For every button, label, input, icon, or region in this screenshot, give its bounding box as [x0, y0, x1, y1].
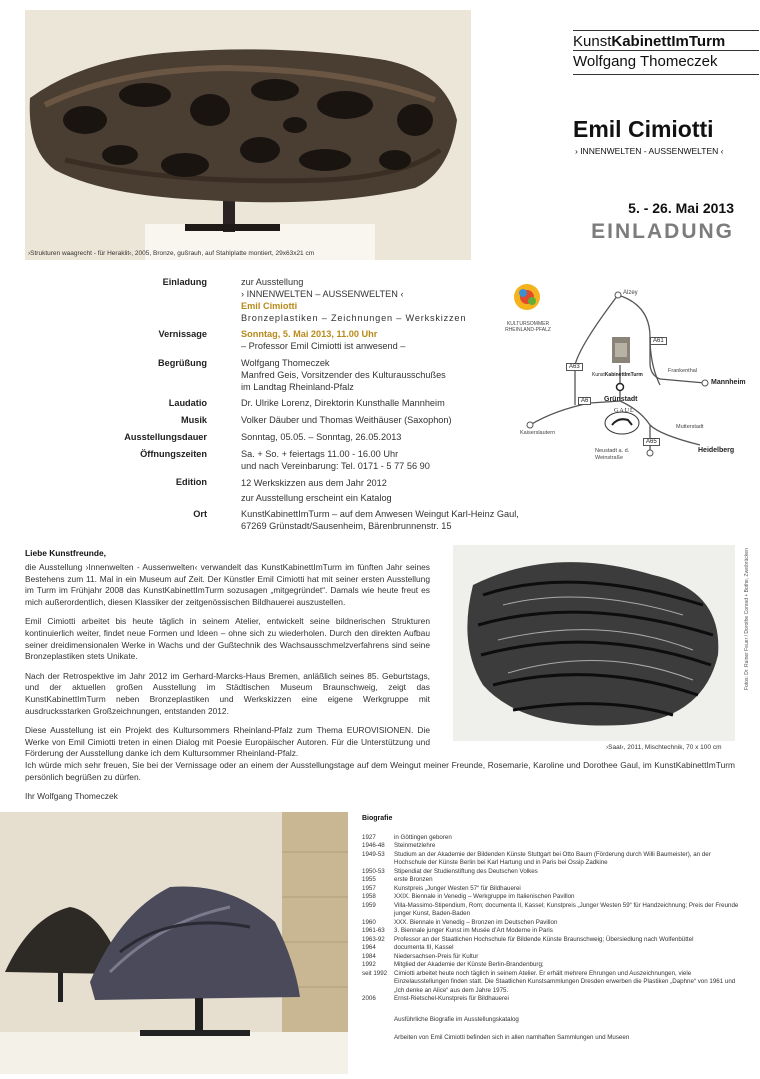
- map-label-mutterstadt: Mutterstadt: [676, 424, 704, 430]
- bio-text: erste Bronzen: [394, 876, 433, 883]
- map-label-neustadt: [595, 448, 629, 462]
- bio-year: 1949-53: [362, 850, 385, 858]
- sculpture-illustration: [25, 10, 471, 260]
- brand-name: [573, 30, 759, 50]
- bio-footer-collections: Arbeiten von Emil Cimiotti befinden sich in allen namhaften Sammlungen und Museen: [394, 1034, 630, 1041]
- bio-text: documenta III, Kassel: [394, 944, 454, 951]
- bio-text: Mitglied der Akademie der Künste Berlin-Brandenburg;: [394, 961, 544, 968]
- letter-paragraph: Nach der Retrospektive im Jahr 2012 im Gerhard-Marcks-Haus Bremen, anläßlich seines 85. Geburtstags, und der aktuellen großen Ausstellung im Städtischen Museum Braunschweig, zeigt das KunstKabinettImTurm neben Bronzeplastiken und Werkskizzen eine eigene Werkgruppe mit ausdrucksstarken Großzeichnungen, entstanden 2012.: [25, 670, 430, 716]
- info-line: 67269 Grünstadt/Sausenheim, Bärenbrunnenstr. 15: [241, 521, 452, 531]
- letter-paragraph: die Ausstellung ›Innenwelten - Aussenwelten‹ verwandelt das KunstKabinettImTurm im fünften Jahr seines Bestehens zum 11. Mal in ein Museum auf Zeit. Der Künstler Emil Cimiotti hat mit seiner ersten Ausstellung im Turm im Frühjahr 2008 das KunstKabinettImTurm sozusagen „mitgegründet“. Damals wie heute freut es mich außerordentlich, diesen Klassiker der zeitgenössischen Bildhauerei auszustellen.: [25, 562, 430, 607]
- neustadt-line: Weinstraße: [595, 455, 624, 461]
- info-line: Manfred Geis, Vorsitzender des Kulturausschußes: [241, 370, 446, 380]
- bio-year: 1964: [362, 944, 376, 951]
- bio-entry: [362, 876, 742, 885]
- bio-year: 2006: [362, 995, 376, 1002]
- bio-entry: [362, 834, 742, 843]
- info-line: › INNENWELTEN – AUSSENWELTEN ‹: [241, 289, 404, 299]
- info-line: Bronzeplastiken – Zeichnungen – Werkskizzen: [241, 313, 467, 323]
- info-line: 12 Werkskizzen aus dem Jahr 2012: [241, 478, 387, 488]
- drawing-saat: [453, 545, 735, 741]
- bio-title: Biografie: [362, 815, 393, 822]
- info-value: [241, 476, 541, 506]
- info-row-ort: [60, 508, 519, 532]
- bio-text: Ernst-Rietschel-Kunstpreis für Bildhauerei: [394, 995, 509, 1002]
- letter-body-lower: [25, 760, 735, 811]
- bio-text: Cimiotti arbeitet heute noch täglich in seinem Atelier. Er erhält mehrere Ehrungen und Auszeichnungen, viele Einzelausstellungen finden statt. Die Staatlichen Kunstsammlungen Dresden erwerben die Plastiken „Daphne“ von 1961 und „Ich denke an Alice“ aus dem Jahre 1975.: [394, 969, 736, 994]
- map-label-kaiserslautern: Kaiserslautern: [520, 430, 556, 436]
- bio-text: Studium an der Akademie der Bildenden Künste Stuttgart bei Otto Baum (Förderung durch Willi Baumeister), an der Hochschule der Künste Berlin bei Karl Hartung und in Paris bei Ossip Zadkine: [394, 850, 711, 866]
- map-label-a6: A6: [578, 397, 591, 405]
- info-value: [241, 276, 541, 324]
- letter-paragraph: Ich würde mich sehr freuen, Sie bei der Vernissage oder an einem der Ausstellungstage auf dem Weingut meiner Freunde, Rosemarie, Karoline und Dorothee Gaul, im KunstKabinettImTurm persönlich begrüßen zu dürfen.: [25, 760, 735, 782]
- bio-text: 3. Biennale junger Kunst im Musée d’Art Moderne in Paris: [394, 927, 553, 934]
- map-label-a65: A65: [643, 438, 660, 446]
- bio-entry: [362, 902, 742, 919]
- bio-year: 1960: [362, 918, 376, 926]
- bio-year: 1950-53: [362, 867, 385, 875]
- info-label: Begrüßung: [158, 358, 207, 368]
- bio-entry: [362, 851, 742, 868]
- bio-entry: [362, 944, 742, 953]
- bio-text: Kunstpreis „Junger Westen 57“ für Bildhauerei: [394, 884, 521, 892]
- biography: [362, 815, 742, 1043]
- greeting: Liebe Kunstfreunde,: [25, 548, 106, 558]
- info-value: Volker Däuber und Thomas Weithäuser (Saxophon): [241, 415, 452, 425]
- letter-body-upper: [25, 562, 430, 768]
- bio-entry: [362, 919, 742, 928]
- curator-name: Wolfgang Thomeczek: [573, 50, 759, 75]
- info-line: – Professor Emil Cimiotti ist anwesend –: [241, 341, 406, 351]
- info-row-einladung: [60, 276, 500, 324]
- info-line: und nach Vereinbarung: Tel. 0171 - 5 77 56 90: [241, 461, 430, 471]
- sculptures-illustration: [0, 812, 348, 1074]
- letter-paragraph: Diese Ausstellung ist ein Projekt des Kultursommers Rheinland-Pfalz zum Thema EUROVISIONEN. Die Werke von Emil Cimiotti treten in einen Dialog mit Poesie Europäischer Autoren. Für die Unterstützung und Förderung der Ausstellung danke ich dem Kultursommer Rheinland-Pfalz.: [25, 725, 430, 759]
- map-label-gruenstadt: Grünstadt: [604, 396, 638, 403]
- info-value: [241, 448, 541, 472]
- info-line: KunstKabinettImTurm – auf dem Anwesen Weingut Karl-Heinz Gaul,: [241, 509, 519, 519]
- map-label-mannheim: Mannheim: [711, 379, 746, 386]
- info-line: Sa. + So. + feiertags 11.00 - 16.00 Uhr: [241, 449, 399, 459]
- bio-text: Professor an der Staatlichen Hochschule für Bildende Künste Braunschweig; Übersiedlung nach Wolfenbüttel: [394, 935, 694, 943]
- info-label: Musik: [180, 415, 207, 425]
- info-value: Dr. Ulrike Lorenz, Direktorin Kunsthalle Mannheim: [241, 398, 445, 408]
- bio-text: Stipendiat der Studienstiftung des Deutschen Volkes: [394, 867, 538, 875]
- bio-text: XXIX. Biennale in Venedig – Werkgruppe im Italienischen Pavillon: [394, 893, 575, 900]
- bio-year: seit 1992: [362, 969, 388, 977]
- bio-entry: [362, 936, 742, 945]
- brand-prefix: Kunst: [573, 33, 612, 50]
- bio-year: 1927: [362, 833, 376, 841]
- map-label-heidelberg: Heidelberg: [698, 447, 735, 454]
- bio-entry: [362, 953, 742, 962]
- info-value: [241, 508, 541, 532]
- info-row-oeffnungszeiten: [60, 448, 500, 472]
- bio-text: Villa-Massimo-Stipendium, Rom; documenta II, Kassel; Kunstpreis „Junger Westen 59“ für Handzeichnung; Preis der Freunde junger Kunst, Baden-Baden: [394, 901, 739, 917]
- letter-signoff: Ihr Wolfgang Thomeczek: [25, 791, 118, 802]
- kultursommer-logo: [502, 321, 554, 333]
- bio-entry: [362, 868, 742, 877]
- info-label: Vernissage: [158, 329, 207, 339]
- bio-year: 1958: [362, 893, 376, 900]
- info-label: Ort: [193, 509, 207, 519]
- bio-year: 1955: [362, 876, 376, 883]
- map-label-gaul: GAUL: [614, 408, 635, 414]
- photo-credit: Fotos: Dr. Rainer Feuer / Dorothe Conrad + Bothe, Zweibrücken: [744, 548, 750, 690]
- info-value: [241, 357, 541, 393]
- artist-name: Emil Cimiotti: [573, 116, 714, 142]
- venue-bold: KabinettImTurm: [604, 372, 643, 378]
- logo-line: KULTURSOMMER: [506, 321, 550, 327]
- info-label: Laudatio: [168, 398, 207, 408]
- map-label-a63: A63: [566, 363, 583, 371]
- info-row-vernissage: [60, 328, 500, 352]
- sculpture-photo-top: [25, 10, 471, 260]
- bio-year: 1992: [362, 961, 376, 968]
- invitation-heading: EINLADUNG: [591, 220, 734, 243]
- bio-entry: [362, 893, 742, 902]
- info-row-begruessung: [60, 357, 500, 393]
- neustadt-line: Neustadt a. d.: [595, 448, 630, 454]
- info-label: Öffnungszeiten: [140, 449, 207, 459]
- bio-entry: [362, 961, 742, 970]
- info-label: Ausstellungsdauer: [124, 432, 207, 442]
- info-line: im Landtag Rheinland-Pfalz: [241, 382, 354, 392]
- info-line-vernissage-date: Sonntag, 5. Mai 2013, 11.00 Uhr: [241, 329, 378, 339]
- bio-text: XXX. Biennale in Venedig – Bronzen im Deutschen Pavillon: [394, 918, 558, 926]
- exhibition-subtitle: › INNENWELTEN - AUSSENWELTEN ‹: [575, 146, 724, 156]
- letter-paragraph: Emil Cimiotti arbeitet bis heute täglich in seinem Atelier, entwickelt seine bildnerischen Strukturen kontinuierlich weiter, findet neue Formen und Ideen – ohne sich zu wiederholen. Durch den direkten Aufbau seiner dreidimensionalen Werke in Wachs und der Gußtechnik des Wachsausschmelzverfahrens sind seine Bronzeplastiken stets Unikate.: [25, 616, 430, 662]
- bio-footer-catalog: Ausführliche Biografie im Ausstellungskatalog: [394, 1015, 519, 1023]
- bio-entry: [362, 842, 742, 851]
- info-line-artist: Emil Cimiotti: [241, 301, 298, 311]
- bio-year: 1984: [362, 952, 376, 960]
- info-value: Sonntag, 05.05. – Sonntag, 26.05.2013: [241, 432, 402, 442]
- bio-text: Steinmetzlehre: [394, 842, 436, 849]
- map-label-frankenthal: Frankenthal: [668, 368, 698, 374]
- logo-line: RHEINLAND-PFALZ: [505, 327, 551, 333]
- map-label-a61: A61: [650, 337, 667, 345]
- exhibition-dates: 5. - 26. Mai 2013: [628, 200, 734, 216]
- bio-year: 1961-63: [362, 927, 385, 934]
- info-line: zur Ausstellung: [241, 277, 304, 287]
- venue-prefix: Kunst: [592, 372, 605, 378]
- map-label-venue: [592, 372, 643, 378]
- drawing-illustration: [453, 545, 735, 741]
- info-label: Einladung: [162, 277, 207, 287]
- bio-entry: [362, 970, 742, 996]
- info-line: Wolfgang Thomeczek: [241, 358, 330, 368]
- bio-year: 1946-48: [362, 842, 385, 849]
- brand-bold: KabinettImTurm: [611, 33, 726, 50]
- bio-entry: [362, 995, 742, 1004]
- info-label: Edition: [175, 477, 207, 487]
- bio-year: 1957: [362, 884, 376, 892]
- top-photo-caption: ›Strukturen waagrecht - für Heraklit‹, 2005, Bronze, gußrauh, auf Stahlplatte montiert, 29x63x21 cm: [28, 250, 315, 257]
- bio-entry: [362, 927, 742, 936]
- bio-entry: [362, 885, 742, 894]
- drawing-caption: ›Saat‹, 2011, Mischtechnik, 70 x 100 cm: [606, 744, 722, 751]
- info-value: [241, 328, 541, 352]
- location-map[interactable]: [500, 275, 746, 475]
- sculpture-photo-bottom: [0, 812, 348, 1074]
- info-line: zur Ausstellung erscheint ein Katalog: [241, 493, 392, 503]
- bio-year: 1963-92: [362, 935, 385, 943]
- info-row-edition: [60, 476, 500, 504]
- bio-text: in Göttingen geboren: [394, 833, 452, 841]
- map-label-alzey: Alzey: [623, 290, 638, 296]
- bio-year: 1959: [362, 901, 376, 909]
- bio-text: Niedersachsen-Preis für Kultur: [394, 952, 479, 960]
